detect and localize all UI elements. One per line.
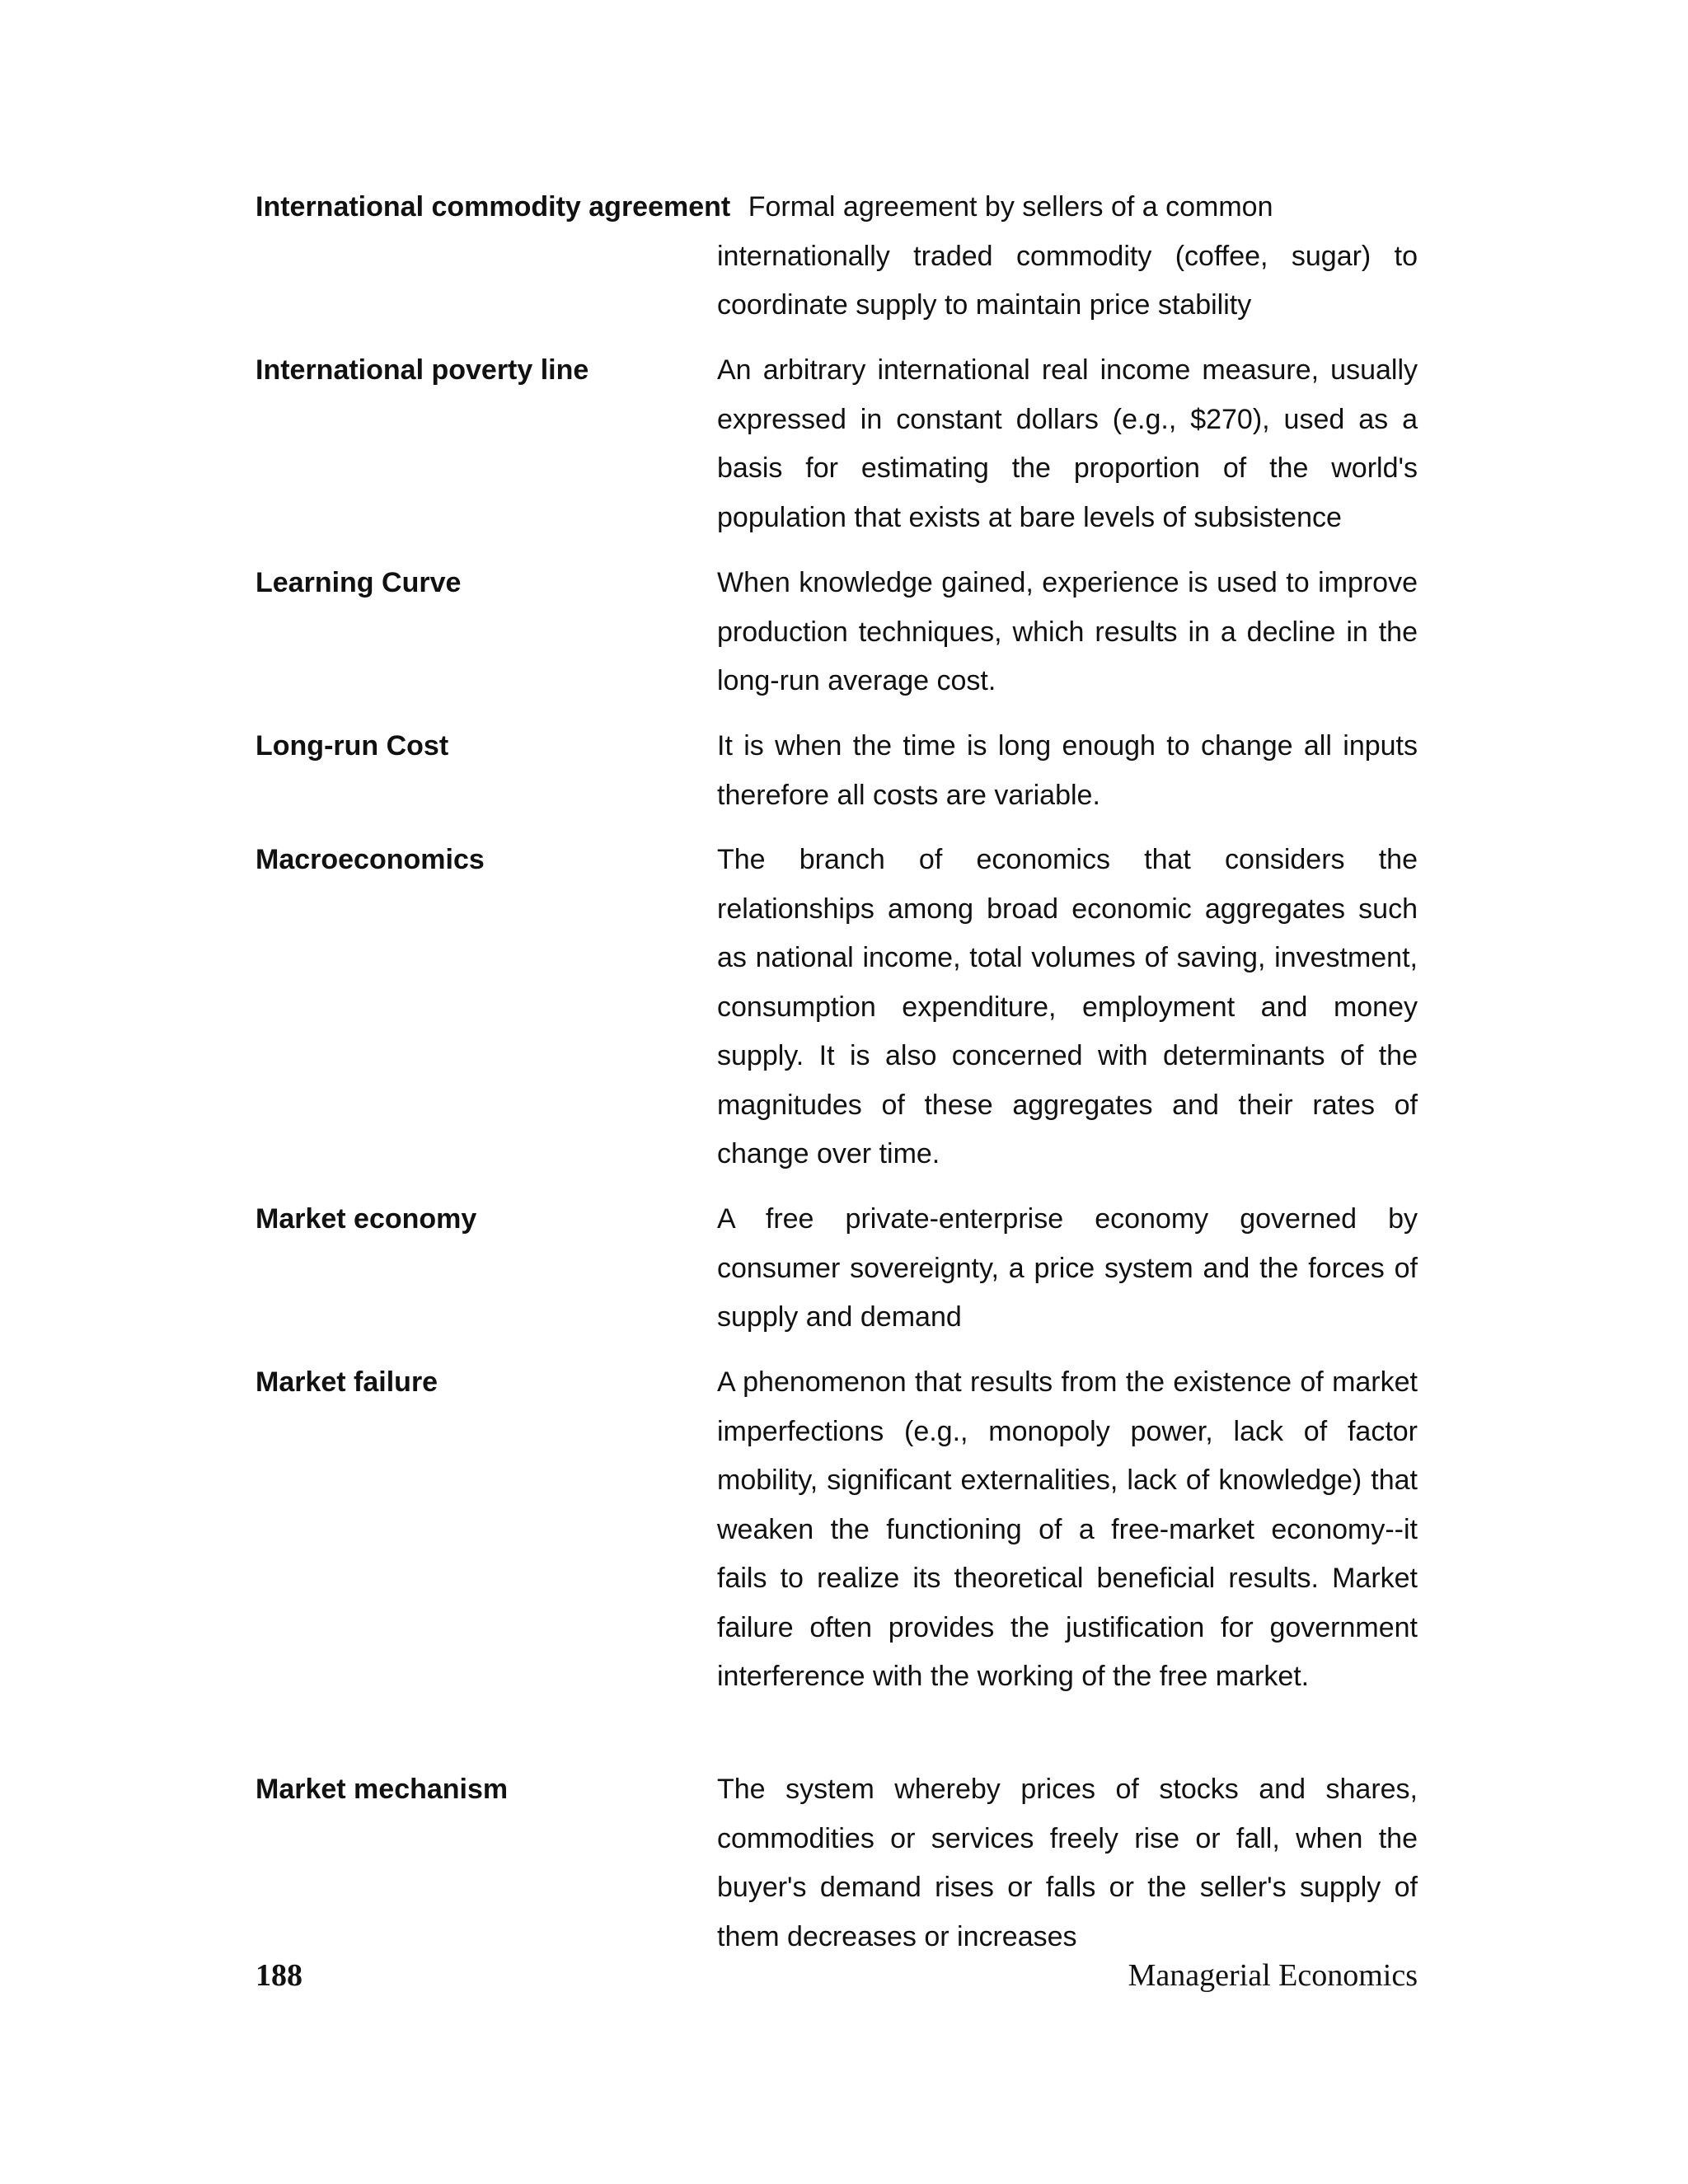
glossary-term: Long-run Cost — [256, 730, 449, 762]
glossary-definition: When knowledge gained, experience is used to improve production techniques, which results in a decline in the long-run average cost. — [717, 567, 1418, 696]
glossary-definition-first-line: Formal agreement by sellers of a common — [748, 191, 1273, 223]
glossary-term: International commodity agreement — [256, 191, 731, 223]
glossary-term: Market mechanism — [256, 1774, 509, 1805]
glossary-definition: A free private-enterprise economy governed by consumer sovereignty, a price system and the forces of supply and demand — [717, 1203, 1418, 1333]
glossary-term: Macroeconomics — [256, 844, 485, 875]
glossary-definition-continuation: internationally traded commodity (coffee, sugar) to coordinate supply to maintain price stability — [717, 240, 1418, 321]
glossary-definition: The branch of economics that considers the relationships among broad economic aggregates such as national income, total volumes of saving, investment, consumption expenditure, employment and money supply. It is also concerned with determinants of the magnitudes of these aggregates and their rates of change over time. — [717, 844, 1418, 1169]
glossary-definition: It is when the time is long enough to change all inputs therefore all costs are variable. — [717, 730, 1418, 811]
glossary-term: Market failure — [256, 1366, 438, 1398]
book-title: Managerial Economics — [1128, 1958, 1418, 1993]
glossary-term: Learning Curve — [256, 567, 462, 598]
glossary-definition: The system whereby prices of stocks and shares, commodities or services freely rise or fall, when the buyer's demand rises or falls or the seller's supply of them decreases or increases — [717, 1774, 1418, 1952]
page-footer — [256, 1957, 1418, 1999]
glossary-definition: An arbitrary international real income measure, usually expressed in constant dollars (e.g., $270), used as a basis for estimating the proportion of the world's population that exists at bare levels of subsistence — [717, 354, 1418, 533]
glossary-definition: A phenomenon that results from the existence of market imperfections (e.g., monopoly power, lack of factor mobility, significant externalities, lack of knowledge) that weaken the functioning of a free-market economy--it fails to realize its theoretical beneficial results. Market failure often provides the justification for government interference with the working of the free market. — [717, 1366, 1418, 1692]
page-number: 188 — [256, 1958, 302, 1993]
glossary-term: Market economy — [256, 1203, 477, 1235]
glossary-term: International poverty line — [256, 354, 589, 386]
glossary-entry-international-commodity-agreement — [256, 183, 1418, 330]
